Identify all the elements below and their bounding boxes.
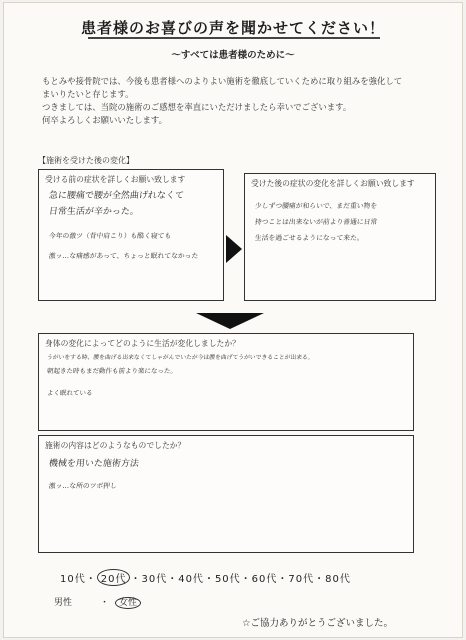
gender-option-female-selected[interactable]: 女性 bbox=[115, 597, 141, 609]
gender-options: 男性 ・ 女性 bbox=[54, 595, 141, 608]
box-question: 身体の変化によってどのように生活が変化しましたか？ bbox=[45, 339, 240, 348]
arrow-right-icon bbox=[226, 235, 242, 263]
handwritten-answer: 激ッ…な所のツボ押し bbox=[48, 482, 118, 490]
handwritten-answer: 急に腰痛で腰が全然曲げれなくて bbox=[48, 191, 185, 201]
gender-option-male[interactable]: 男性 bbox=[54, 598, 73, 608]
section-label: 【施術を受けた後の変化】 bbox=[38, 156, 134, 165]
handwritten-answer: 朝起きた時もまだ動作も前より楽になった。 bbox=[46, 367, 178, 375]
before-symptoms-box[interactable] bbox=[38, 169, 224, 301]
after-symptoms-box[interactable] bbox=[244, 173, 436, 301]
age-option[interactable]: 60代 bbox=[251, 574, 278, 585]
box-question: 受けた後の症状の変化を詳しくお願い致します bbox=[251, 179, 415, 188]
intro-line: まいりたいと存じます。 bbox=[42, 89, 134, 99]
page-subtitle: ～すべては患者様のために～ bbox=[171, 50, 295, 61]
age-option[interactable]: 10代 bbox=[60, 574, 86, 585]
questionnaire-sheet bbox=[3, 2, 463, 638]
intro-line: 何卒よろしくお願いいたします。 bbox=[42, 115, 167, 125]
intro-line: つきましては、当院の施術のご感想を率直にいただけましたら幸いでございます。 bbox=[42, 102, 352, 112]
box-question: 受ける前の症状を詳しくお願い致します bbox=[45, 175, 186, 184]
handwritten-answer: 生活を過ごせるようになって来た。 bbox=[254, 234, 365, 242]
page-title: 患者様のお喜びの声を聞かせてください！ bbox=[80, 19, 385, 37]
handwritten-answer: 日常生活が辛かった。 bbox=[48, 207, 140, 217]
handwritten-answer: 激ッ…な痛感があって、ちょっと眠れてなかった bbox=[48, 252, 199, 260]
handwritten-answer: よく眠れている bbox=[46, 389, 93, 397]
arrow-down-icon bbox=[196, 313, 264, 329]
handwritten-answer: うがいをする時、腰を曲げる出来なくてしゃがんでいたが今は腰を曲げてうがいできることが出来る。 bbox=[46, 355, 314, 361]
treatment-content-box[interactable] bbox=[38, 435, 414, 553]
age-option[interactable]: 40代 bbox=[178, 574, 204, 585]
intro-line: もとみや接骨院では、今後も患者様へのよりよい施術を徹底していくために取り組みを強化して bbox=[42, 76, 403, 86]
box-question: 施術の内容はどのようなものでしたか？ bbox=[45, 441, 186, 450]
age-option[interactable]: 50代 bbox=[214, 574, 241, 585]
age-option[interactable]: 30代 bbox=[141, 574, 168, 585]
life-change-box[interactable] bbox=[38, 333, 414, 431]
age-options: 10代・ 20代 ・30代・40代・50代・60代・70代・80代 bbox=[60, 569, 351, 586]
intro-text bbox=[42, 75, 442, 127]
age-option[interactable]: 80代 bbox=[325, 574, 351, 585]
handwritten-answer: 今年の激ツ（背中肩こり）も酷く寝ても bbox=[48, 232, 172, 240]
handwritten-answer: 機械を用いた施術方法 bbox=[48, 459, 140, 469]
handwritten-answer: 少しずつ腰痛が和らいで、まだ重い物を bbox=[254, 202, 378, 210]
age-option[interactable]: 70代 bbox=[288, 574, 315, 585]
thanks-message: ☆ご協力ありがとうございました。 bbox=[242, 618, 394, 629]
handwritten-answer: 持つことは出来ないが前より普通に日常 bbox=[254, 218, 378, 226]
age-option-selected[interactable]: 20代 bbox=[97, 569, 131, 586]
title-underline bbox=[88, 37, 380, 39]
